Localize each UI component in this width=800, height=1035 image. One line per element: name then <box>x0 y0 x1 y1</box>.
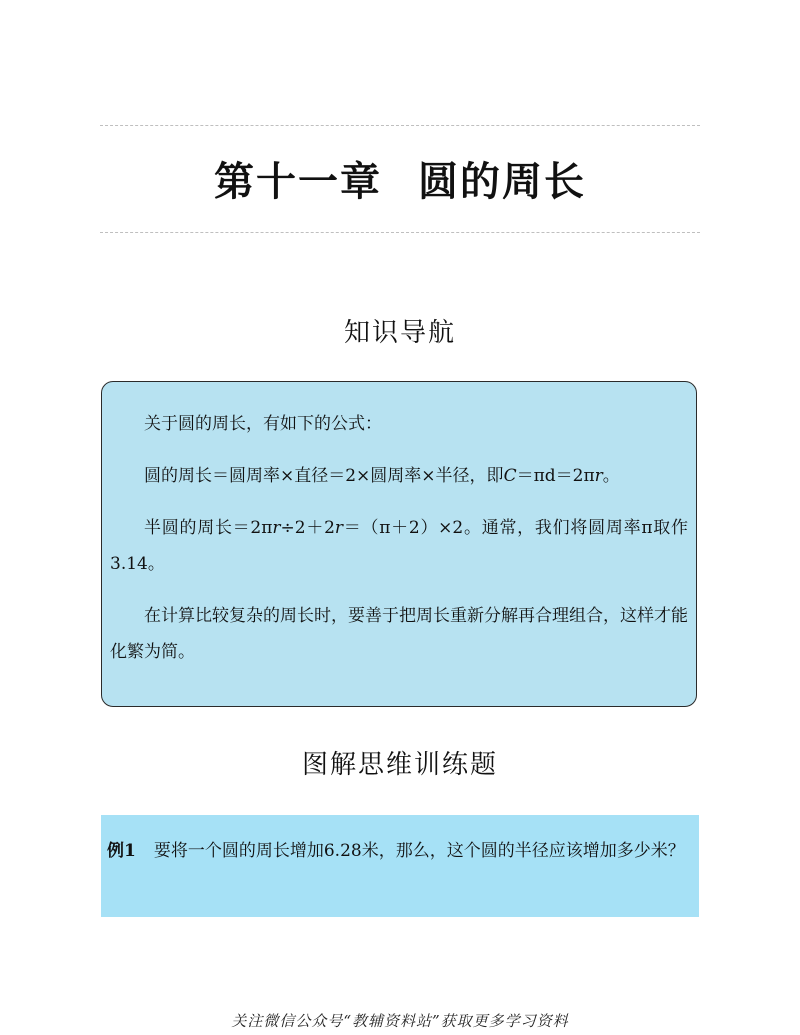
footer-watermark-note: 关注微信公众号“教辅资料站”获取更多学习资料 <box>231 1012 569 1030</box>
knowledge-nav-heading: 知识导航 <box>343 318 456 348</box>
symbol-r: r <box>594 466 603 486</box>
top-dashed-divider <box>100 125 700 126</box>
bottom-dashed-divider <box>100 232 700 233</box>
circumference-text: 圆的周长＝圆周率×直径＝2×圆周率×半径，即 <box>144 466 504 486</box>
semicircle-end: ＝（π＋2）×2。通常，我们将圆周率π取作3.14。 <box>110 518 688 574</box>
semicircle-formula <box>110 510 688 582</box>
formula-end: 。 <box>602 466 620 486</box>
symbol-r-2: r <box>334 518 344 538</box>
circumference-formula <box>110 458 688 494</box>
symbol-r-1: r <box>272 518 281 538</box>
chapter-number: 第十一章 <box>214 158 382 205</box>
semicircle-mid: ÷2＋2 <box>280 518 335 538</box>
example-label: 例1 <box>107 841 136 861</box>
formula-intro: 关于圆的周长，有如下的公式： <box>144 414 382 434</box>
complex-perimeter-tip: 在计算比较复杂的周长时，要善于把周长重新分解再合理组合，这样才能化繁为简。 <box>110 606 688 662</box>
chapter-title <box>0 150 800 207</box>
example-text: 要将一个圆的周长增加6.28米，那么，这个圆的半径应该增加多少米？ <box>153 841 685 861</box>
chapter-name: 圆的周长 <box>418 158 586 205</box>
symbol-c: C <box>503 466 517 486</box>
example-1-box <box>101 815 699 917</box>
knowledge-box <box>101 381 697 707</box>
semicircle-text: 半圆的周长＝2π <box>144 518 273 538</box>
formula-mid: ＝πd＝2π <box>516 466 595 486</box>
practice-heading: 图解思维训练题 <box>301 750 498 780</box>
